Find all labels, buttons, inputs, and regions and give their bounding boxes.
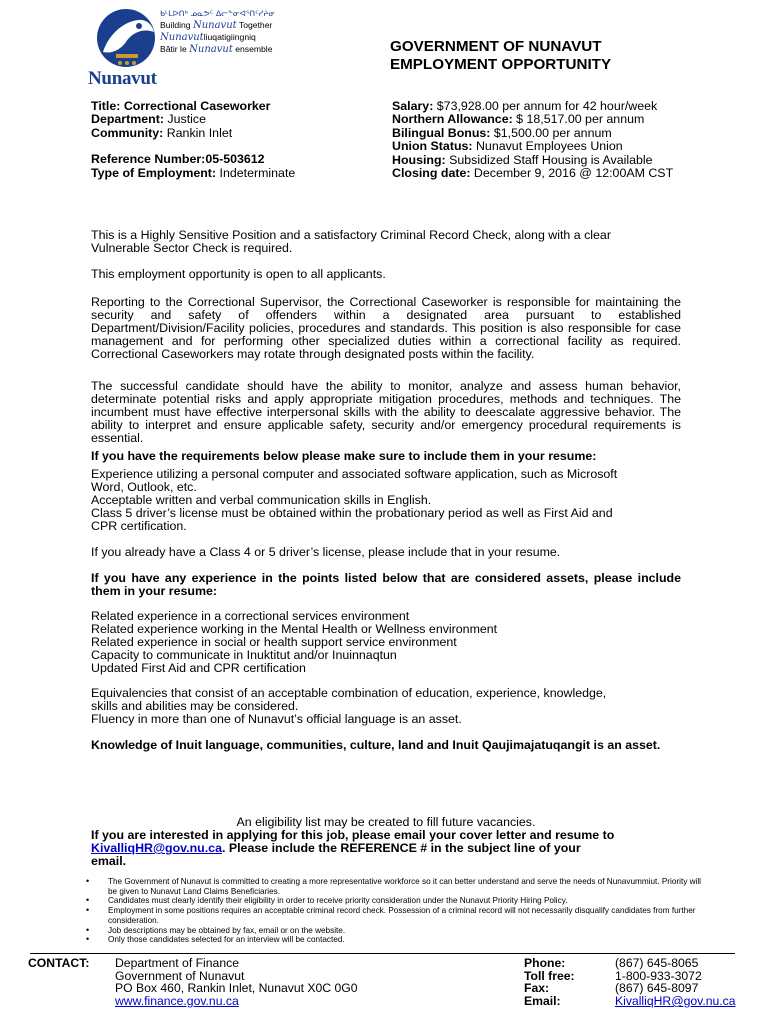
job-info-left [91,100,295,180]
candidate-profile: The successful candidate should have the ability to monitor, analyze and assess human behavior, determinate potential risks and apply appropriate mitigation procedures, methods and techniques. The incumbent must have effective interpersonal skills with the ability to deescalate aggressive behavior. The ability to interpret and ensure applicable safety, security and/or emergency procedural requirements is essential. [91,379,681,446]
logo-wordmark: Nunavut [88,68,157,89]
divider [30,953,735,954]
list-item: • The Government of Nunavut is committed to creating a more representative workforce so it can better understand and serve the needs of Nunavummiut. Priority will be given to Nunavut Land Claims Beneficiaries. [86,877,706,896]
website-link[interactable]: www.finance.gov.nu.ca [115,994,239,1009]
list-item: Capacity to communicate in Inuktitut and/or Inuinnaqtun [91,648,397,663]
list-item: Updated First Aid and CPR certification [91,661,306,676]
list-item: • Only those candidates selected for an interview will be contacted. [86,935,706,945]
nunavut-logo [86,8,296,88]
list-item: Related experience in social or health support service environment [91,635,457,650]
open-to-all: This employment opportunity is open to all applicants. [91,267,386,281]
union-status: Union Status: Nunavut Employees Union [392,139,623,154]
logo-syllabics: ᑲᒻᒪᐅᑎᒃ ᓄᓇᕗᑦ ᐃᓕᓐᓂᐊᕐᑎᑦᓯᔨᓂ [160,9,276,18]
job-department: Department: Justice [91,112,206,127]
assets-list [91,610,681,675]
list-item: Related experience working in the Mental Health or Wellness environment [91,622,498,637]
job-type: Type of Employment: Indeterminate [91,165,296,180]
fax-number: (867) 645-8097 [615,981,699,996]
title-line-1: GOVERNMENT OF NUNAVUT [390,38,602,55]
contact-label: CONTACT: [28,956,90,970]
list-item: • Candidates must clearly identify their eligibility in order to receive priority consideration under the Nunavut Priority Hiring Policy. [86,896,706,906]
page-title [390,38,611,74]
contact-labels: Phone: Toll free: Fax: Email: [524,956,575,1009]
housing: Housing: Subsidized Staff Housing is Available [392,152,653,167]
bilingual-bonus: Bilingual Bonus: $1,500.00 per annum [392,125,612,140]
license-note: If you already have a Class 4 or 5 driver’s license, please include that in your resume. [91,545,561,559]
eligibility-note: An eligibility list may be created to fill future vacancies. [236,815,536,829]
security-requirement: This is a Highly Sensitive Position and a satisfactory Criminal Record Check, along with a clear Vulnerable Sector Check is required. [91,228,611,256]
list-item: • Employment in some positions requires an acceptable criminal record check. Possession of a criminal record will not necessarily disqualify candidates from further consideration. [86,906,706,925]
contact-values [615,957,736,1008]
job-reference: Reference Number:05-503612 [91,152,265,167]
list-item: Related experience in a correctional services environment [91,609,410,623]
logo-tagline-fr: Bâtir le Nunavut ensemble [160,44,273,55]
assets-heading: If you have any experience in the points listed below that are considered assets, please include them in your resume: [91,571,681,599]
job-summary: Reporting to the Correctional Supervisor, the Correctional Caseworker is responsible for maintaining the security and safety of offenders within a designated area pursuant to established Department/Division/Facility policies, procedures and standards. This position is also responsible for case management and for performing other specialized duties within a correctional facility as required. Correctional Caseworkers may rotate through designated posts within the facility. [91,295,681,362]
contact-address: Department of Finance Government of Nunavut PO Box 460, Rankin Inlet, Nunavut X0C 0G0 www.finance.gov.nu.ca [115,956,358,1009]
logo-tagline-en: Building Nunavut Together [160,20,273,31]
phone-number: (867) 645-8065 [615,956,699,970]
title-line-2: EMPLOYMENT OPPORTUNITY [390,56,612,73]
apply-instructions: If you are interested in applying for this job, please email your cover letter and resume to KivalliqHR@gov.nu.ca. Please include the REFERENCE # in the subject line of your email. [91,828,615,869]
list-item: • Job descriptions may be obtained by fax, email or on the website. [86,926,706,936]
requirements-heading: If you have the requirements below please make sure to include them in your resume: [91,449,597,463]
requirements-list: Experience utilizing a personal computer and associated software application, such as Microsoft Word, Outlook, etc. Acceptable written and verbal communication skills in English. Class 5 driver’s license must be obtained within the probationary period as well as First Aid and CPR certification. [91,467,618,534]
job-title: Title: Correctional Caseworker [91,99,271,113]
salary: Salary: $73,928.00 per annum for 42 hour/week [392,99,658,113]
job-info-right [392,100,673,180]
language-asset: Knowledge of Inuit language, communities, culture, land and Inuit Qaujimajatuqangit is an asset. [91,738,661,752]
northern-allowance: Northern Allowance: $ 18,517.00 per annum [392,112,645,127]
tollfree-number: 1-800-933-3072 [615,968,702,983]
contact-email-link[interactable]: KivalliqHR@gov.nu.ca [615,994,736,1009]
job-community: Community: Rankin Inlet [91,125,233,140]
equivalencies: Equivalencies that consist of an acceptable combination of education, experience, knowledge, skills and abilities may be considered. Fluency in more than one of Nunavut’s official language is an asset. [91,686,607,727]
logo-tagline-iu: Nunavutliuqatigiingniq [160,32,256,43]
closing-date: Closing date: December 9, 2016 @ 12:00AM CST [392,165,674,180]
apply-email-link[interactable]: KivalliqHR@gov.nu.ca [91,841,222,856]
policy-notes [86,877,706,945]
